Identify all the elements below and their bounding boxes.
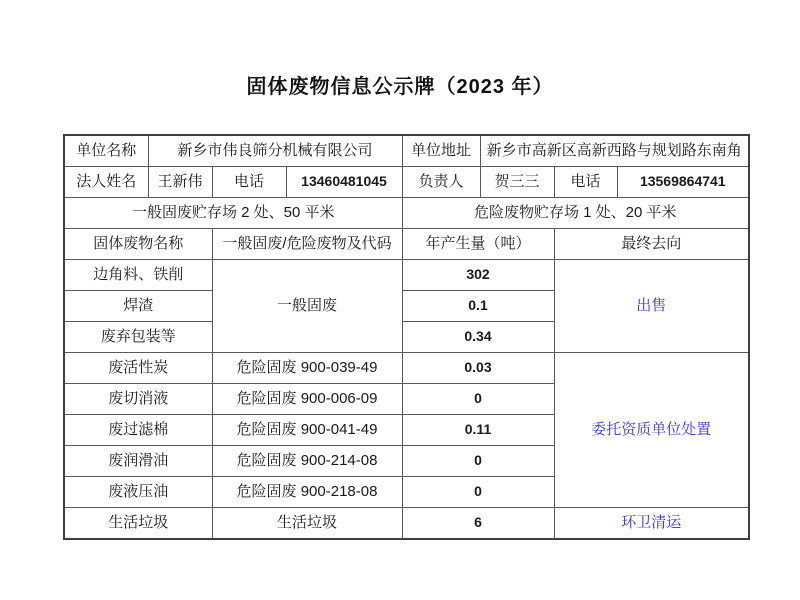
waste-name-cell: 边角料、铁削 <box>64 260 212 291</box>
unit-address-label: 单位地址 <box>402 135 480 167</box>
hazardous-storage-info: 危险废物贮存场 1 处、20 平米 <box>402 198 749 229</box>
manager-phone-value: 13569864741 <box>617 167 749 198</box>
waste-code-cell: 危险固废 900-218-08 <box>212 477 402 508</box>
waste-type-cell: 一般固废 <box>212 260 402 353</box>
waste-amount-cell: 0.11 <box>402 415 554 446</box>
table-row <box>64 135 749 167</box>
waste-destination-cell: 出售 <box>554 260 749 353</box>
waste-name-cell: 废切消液 <box>64 384 212 415</box>
table-row <box>64 198 749 229</box>
header-annual-output: 年产生量（吨） <box>402 229 554 260</box>
waste-amount-cell: 0.1 <box>402 291 554 322</box>
manager-phone-label: 电话 <box>554 167 617 198</box>
waste-name-cell: 生活垃圾 <box>64 508 212 540</box>
unit-address-value: 新乡市高新区高新西路与规划路东南角 <box>480 135 749 167</box>
waste-amount-cell: 0.03 <box>402 353 554 384</box>
waste-name-cell: 焊渣 <box>64 291 212 322</box>
legal-phone-label: 电话 <box>212 167 286 198</box>
page-title: 固体废物信息公示牌（2023 年） <box>246 76 554 98</box>
unit-name-label: 单位名称 <box>64 135 148 167</box>
waste-code-cell: 危险固废 900-039-49 <box>212 353 402 384</box>
manager-value: 贺三三 <box>480 167 554 198</box>
waste-code-cell: 生活垃圾 <box>212 508 402 540</box>
solid-waste-info-table <box>63 134 750 540</box>
waste-amount-cell: 0 <box>402 446 554 477</box>
header-type-code: 一般固废/危险废物及代码 <box>212 229 402 260</box>
waste-name-cell: 废弃包装等 <box>64 322 212 353</box>
legal-phone-value: 13460481045 <box>286 167 402 198</box>
waste-amount-cell: 302 <box>402 260 554 291</box>
legal-name-value: 王新伟 <box>148 167 212 198</box>
waste-amount-cell: 0 <box>402 477 554 508</box>
manager-label: 负责人 <box>402 167 480 198</box>
header-destination: 最终去向 <box>554 229 749 260</box>
waste-code-cell: 危险固废 900-214-08 <box>212 446 402 477</box>
waste-amount-cell: 6 <box>402 508 554 540</box>
table-header-row <box>64 229 749 260</box>
waste-code-cell: 危险固废 900-006-09 <box>212 384 402 415</box>
waste-name-cell: 废润滑油 <box>64 446 212 477</box>
table-row <box>64 508 749 540</box>
legal-name-label: 法人姓名 <box>64 167 148 198</box>
general-storage-info: 一般固废贮存场 2 处、50 平米 <box>64 198 402 229</box>
waste-code-cell: 危险固废 900-041-49 <box>212 415 402 446</box>
waste-destination-cell: 环卫清运 <box>554 508 749 540</box>
waste-name-cell: 废活性炭 <box>64 353 212 384</box>
waste-amount-cell: 0 <box>402 384 554 415</box>
table-row <box>64 260 749 291</box>
waste-name-cell: 废过滤棉 <box>64 415 212 446</box>
waste-amount-cell: 0.34 <box>402 322 554 353</box>
waste-destination-cell: 委托资质单位处置 <box>554 353 749 508</box>
table-row <box>64 167 749 198</box>
header-waste-name: 固体废物名称 <box>64 229 212 260</box>
unit-name-value: 新乡市伟良筛分机械有限公司 <box>148 135 402 167</box>
table-row <box>64 353 749 384</box>
waste-name-cell: 废液压油 <box>64 477 212 508</box>
